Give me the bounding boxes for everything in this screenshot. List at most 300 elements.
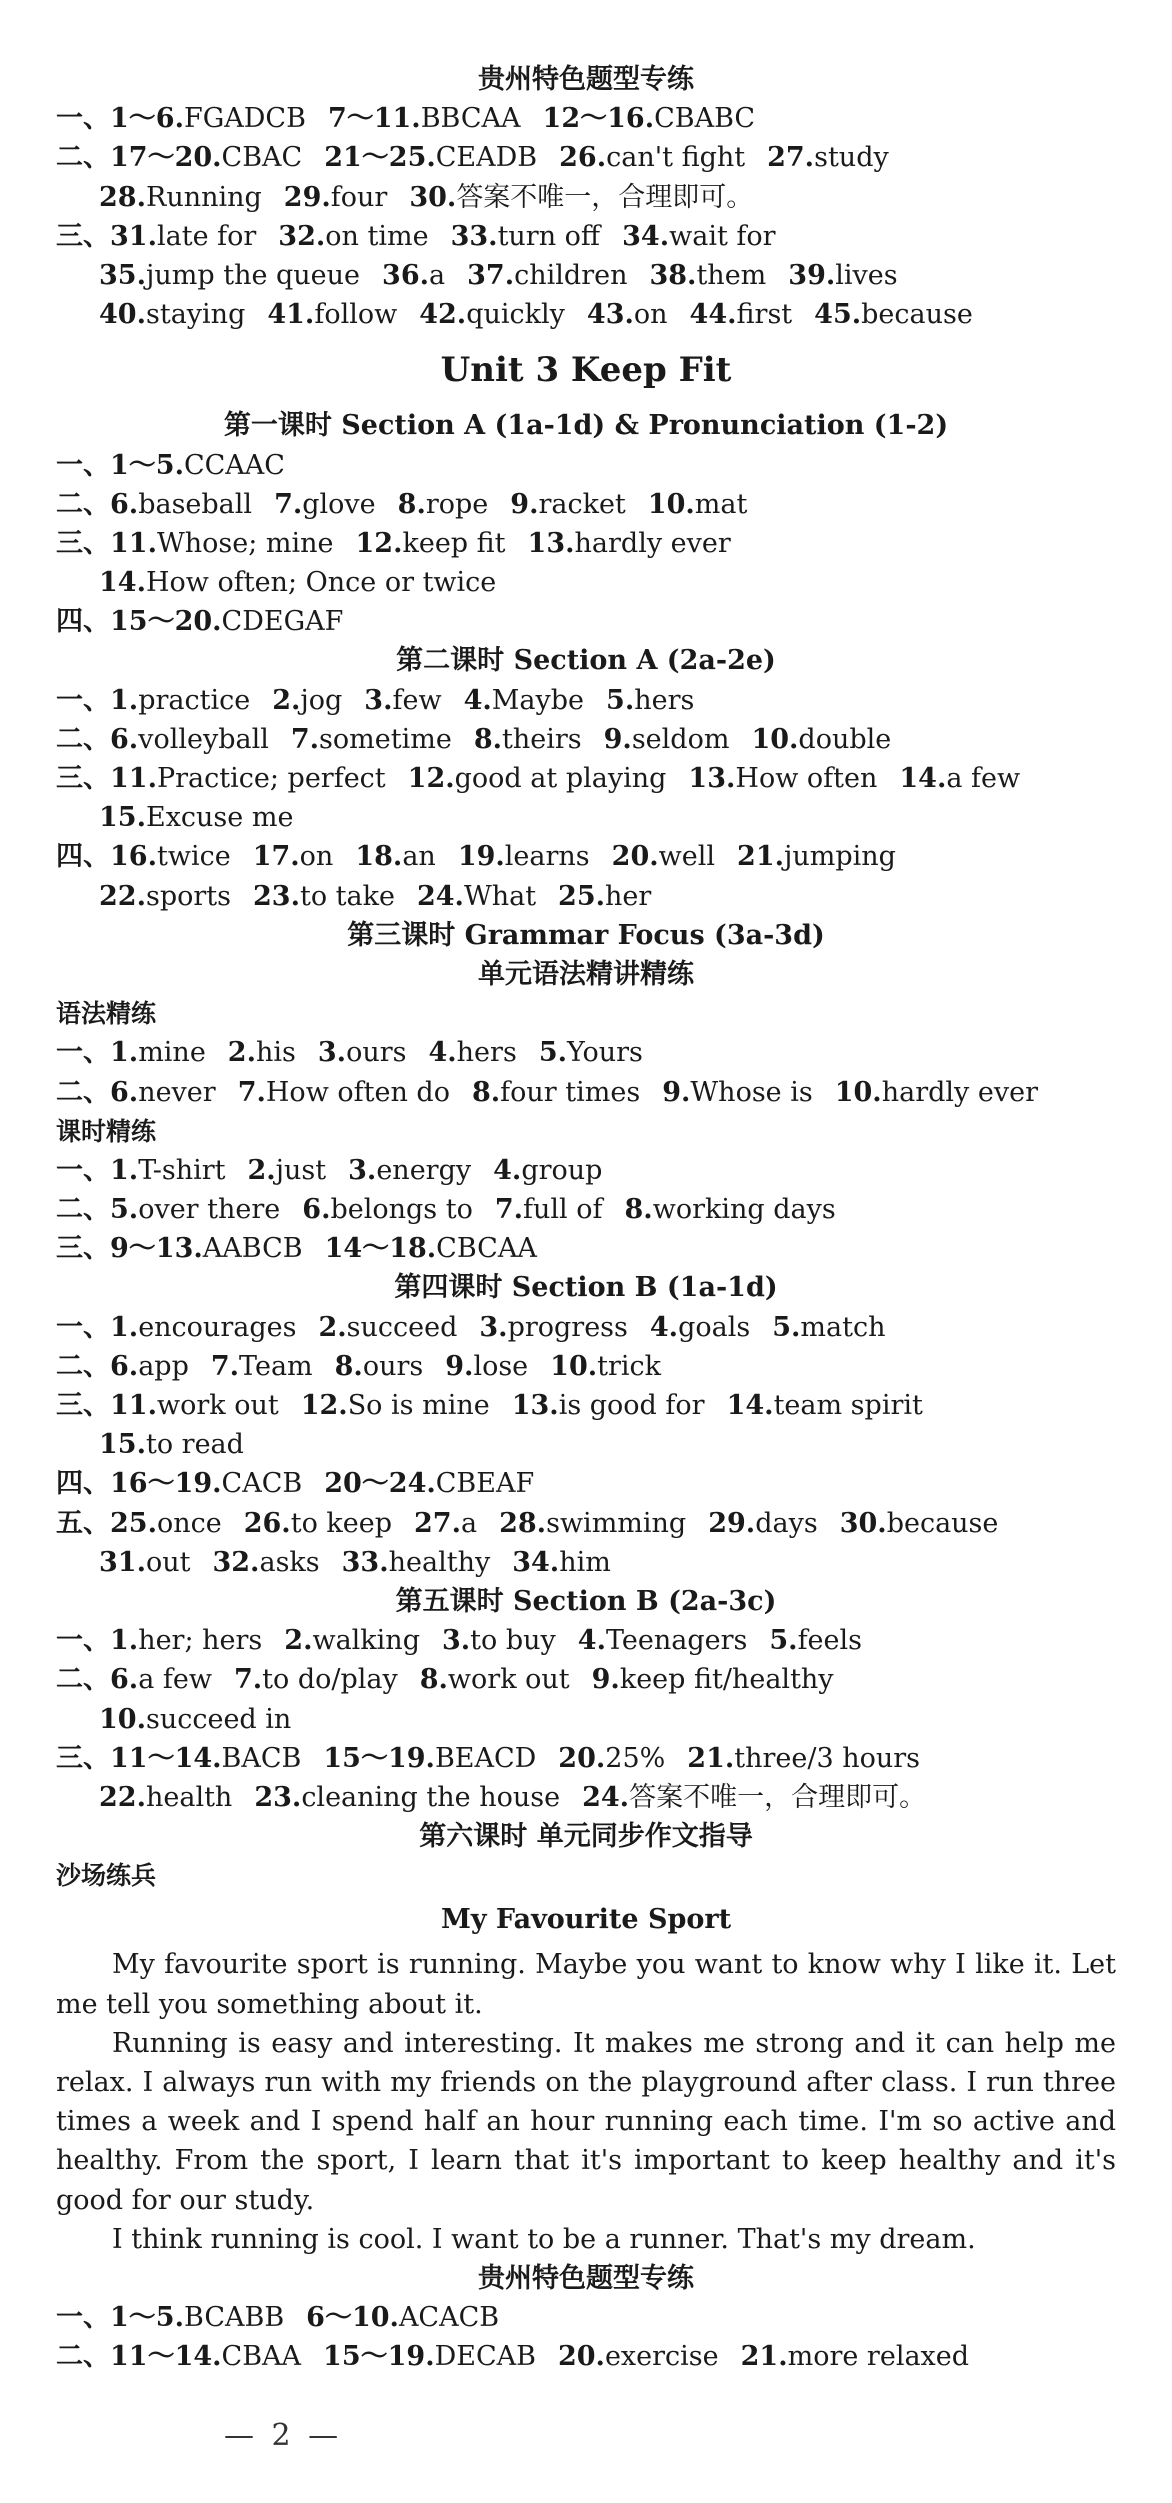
answer-text: practice (138, 684, 251, 716)
answer-text: mat (694, 488, 748, 520)
answer-line (0, 1229, 1172, 1268)
answer-text: match (800, 1311, 886, 1343)
answer-line (0, 1151, 1172, 1190)
answer-text: days (755, 1507, 818, 1539)
question-number: 4. (649, 1311, 679, 1343)
subsection-label: 课时精练 (56, 1116, 157, 1146)
answer-item (606, 685, 694, 716)
answer-item (323, 2341, 536, 2372)
question-number: 24. (582, 1781, 630, 1813)
answer-item (474, 724, 582, 755)
question-number: 12. (407, 763, 455, 794)
answer-item (342, 1547, 491, 1578)
answer-line (0, 2298, 1172, 2337)
question-number: 20～24. (324, 1468, 436, 1500)
answer-text: T-shirt (138, 1154, 226, 1186)
answer-text: How often (735, 763, 878, 794)
essay-title: My Favourite Sport (440, 1904, 732, 1936)
question-number: 2. (227, 1037, 256, 1069)
answer-item (234, 1664, 398, 1695)
answer-item (528, 528, 731, 559)
answer-text: first (736, 299, 793, 331)
answer-text: CBAC (221, 142, 303, 174)
answer-text: trick (597, 1350, 662, 1382)
answer-item (244, 1508, 392, 1539)
answer-item (814, 299, 973, 330)
answer-line (0, 99, 1172, 138)
question-number: 23. (254, 1781, 302, 1813)
answer-item (56, 1625, 262, 1656)
answer-text: can't fight (606, 142, 746, 174)
answer-text: never (138, 1076, 216, 1108)
answer-item (56, 450, 285, 481)
answer-item (56, 2341, 301, 2372)
question-number: 36. (382, 259, 430, 291)
answer-item (417, 881, 536, 912)
answer-item (472, 1077, 640, 1108)
question-number: 5. (772, 1311, 801, 1343)
answer-line (0, 2337, 1172, 2376)
answer-item (467, 260, 627, 291)
answer-item (56, 221, 256, 252)
answer-item (687, 1743, 920, 1774)
answer-text: ours (346, 1037, 407, 1069)
question-number: 34. (622, 220, 670, 252)
answer-text: Whose is (690, 1076, 813, 1108)
answer-line (0, 602, 1172, 641)
question-number: 13. (511, 1390, 559, 1421)
answer-item (56, 489, 252, 520)
answer-line (0, 681, 1172, 720)
answer-item (274, 489, 376, 520)
answer-item (324, 1468, 534, 1499)
answer-text: them (696, 259, 767, 291)
answer-item (414, 1508, 477, 1539)
question-number: 二、6. (56, 1664, 139, 1696)
question-number: 4. (577, 1625, 606, 1657)
answer-text: hardly ever (881, 1076, 1038, 1108)
question-number: 二、6. (56, 488, 139, 520)
answer-text: to read (145, 1429, 244, 1461)
answer-item (348, 1155, 471, 1186)
answer-text: Practice; perfect (156, 763, 386, 794)
question-number: 22. (99, 1781, 146, 1813)
question-number: 三、11. (56, 527, 157, 559)
answer-item (324, 142, 537, 173)
question-number: 二、17～20. (56, 142, 222, 174)
answer-text: full of (523, 1194, 603, 1226)
section-heading: 第二课时 Section A (2a-2e) (396, 645, 776, 677)
question-number: 3. (479, 1311, 508, 1343)
question-number: 4. (463, 684, 492, 716)
answer-item (539, 1037, 643, 1068)
answer-text: mine (138, 1037, 206, 1069)
question-number: 3. (348, 1154, 377, 1186)
answer-text: a (429, 259, 446, 291)
answer-item (751, 724, 891, 755)
question-number: 3. (441, 1625, 471, 1657)
answer-item (56, 763, 386, 794)
question-number: 15. (99, 802, 146, 834)
answer-item (267, 299, 397, 330)
answer-item (301, 1390, 490, 1421)
question-number: 7. (233, 1664, 263, 1696)
question-number: 37. (467, 259, 515, 291)
answer-item (445, 1351, 528, 1382)
question-number: 7. (274, 488, 303, 520)
answer-line (0, 1308, 1172, 1347)
answer-item (495, 1194, 603, 1225)
answer-line (0, 295, 1172, 334)
answer-item (212, 1547, 319, 1578)
section-heading: 第一课时 Section A (1a-1d) & Pronunciation (1-2) (223, 410, 949, 442)
answer-item (769, 1625, 862, 1656)
answer-item (428, 1037, 516, 1068)
answer-item (99, 1429, 244, 1460)
question-number: 三、31. (56, 220, 157, 252)
answer-line (0, 446, 1172, 485)
question-number: 9. (591, 1664, 620, 1696)
question-number: 19. (457, 841, 505, 873)
answer-item (56, 1233, 303, 1264)
answer-text: How often; Once or twice (145, 567, 497, 599)
answer-text: swimming (546, 1507, 687, 1539)
question-number: 三、11～14. (56, 1742, 222, 1774)
answer-text: keep fit/healthy (619, 1664, 834, 1696)
answer-text: more relaxed (787, 2341, 970, 2373)
question-number: 15. (99, 1429, 146, 1461)
answer-line (0, 217, 1172, 256)
answer-item (604, 724, 730, 755)
question-number: 14. (899, 763, 947, 794)
answer-text: glove (302, 488, 376, 520)
answer-text: theirs (502, 723, 582, 755)
question-number: 7. (290, 723, 320, 755)
answer-text: CBABC (654, 103, 756, 135)
answer-item (302, 1194, 473, 1225)
answer-text: quickly (466, 299, 565, 331)
answer-item (512, 1547, 611, 1578)
question-number: 20. (557, 2341, 605, 2373)
answer-item (648, 489, 748, 520)
answer-text: healthy (388, 1546, 491, 1578)
question-number: 3. (364, 684, 393, 716)
answer-item (56, 1664, 212, 1695)
answer-line (0, 1386, 1172, 1425)
question-number: 5. (538, 1037, 567, 1069)
answer-item (247, 1155, 326, 1186)
answer-text: to keep (290, 1507, 393, 1539)
question-number: 三、9～13. (56, 1233, 203, 1265)
question-number: 8. (473, 723, 502, 755)
answer-text: volleyball (138, 723, 269, 755)
question-number: 20. (611, 841, 659, 873)
answer-text: BEACD (434, 1742, 537, 1774)
question-number: 18. (355, 841, 403, 873)
answer-text: hers (456, 1037, 517, 1069)
answer-item (99, 299, 245, 330)
question-number: 27. (414, 1507, 461, 1539)
answer-line (0, 1190, 1172, 1229)
answer-item (741, 2341, 969, 2372)
answer-text: health (145, 1781, 233, 1813)
question-number: 14. (99, 567, 146, 599)
answer-text: cleaning the house (301, 1781, 561, 1813)
answer-item (56, 528, 334, 559)
answer-line (0, 256, 1172, 295)
answer-item (649, 260, 766, 291)
question-number: 二、6. (56, 1076, 139, 1108)
answer-item (587, 299, 668, 330)
question-number: 42. (419, 299, 467, 331)
question-number: 3. (317, 1037, 347, 1069)
question-number: 一、1～5. (56, 449, 184, 481)
question-number: 6. (302, 1194, 331, 1226)
answer-text: Running (145, 181, 262, 213)
question-number: 一、1～5. (56, 2302, 184, 2334)
answer-text: work out (156, 1390, 279, 1421)
section-heading: 第五课时 Section B (2a-3c) (395, 1585, 777, 1617)
answer-text: DECAB (434, 2341, 536, 2373)
answer-text: him (559, 1546, 611, 1578)
answer-item (99, 881, 231, 912)
question-number: 27. (767, 142, 815, 174)
answer-text: her (605, 880, 652, 912)
question-number: 21～25. (324, 142, 436, 174)
question-number: 二、6. (56, 1350, 139, 1382)
answer-text: 答案不唯一，合理即可。 (456, 181, 754, 213)
answer-line (0, 178, 1172, 217)
answer-item (688, 763, 877, 794)
answer-item (788, 260, 897, 291)
answer-item (737, 841, 896, 872)
answer-item (835, 1077, 1038, 1108)
question-number: 8. (471, 1076, 501, 1108)
answer-text: on (299, 841, 334, 873)
section-heading: 单元语法精讲精练 (478, 958, 694, 990)
answer-item (56, 1077, 216, 1108)
question-number: 26. (243, 1507, 291, 1539)
answer-item (772, 1312, 885, 1343)
answer-line (0, 1504, 1172, 1543)
answer-text: sports (145, 880, 231, 912)
subsection-label: 沙场练兵 (56, 1861, 157, 1891)
answer-item (99, 182, 262, 213)
answer-text: So is mine (347, 1390, 490, 1421)
question-number: 32. (212, 1546, 260, 1578)
answer-item (56, 841, 231, 872)
answer-text: CCAAC (183, 449, 285, 481)
question-number: 4. (428, 1037, 457, 1069)
answer-item (56, 1390, 279, 1421)
answer-text: Team (239, 1350, 313, 1382)
question-number: 45. (814, 299, 862, 331)
answer-text: baseball (138, 488, 253, 520)
answer-text: to do/play (262, 1664, 398, 1696)
question-number: 10. (751, 723, 799, 755)
question-number: 13. (527, 527, 575, 559)
answer-line (0, 1621, 1172, 1660)
question-number: 5. (606, 684, 635, 716)
answer-line (0, 1700, 1172, 1739)
question-number: 41. (267, 299, 315, 331)
answer-text: CBCAA (436, 1233, 537, 1265)
answer-item (253, 881, 395, 912)
question-number: 二、6. (56, 723, 139, 755)
answer-text: study (814, 142, 889, 174)
question-number: 39. (788, 259, 836, 291)
answer-text: racket (538, 488, 626, 520)
answer-text: four (330, 181, 388, 213)
question-number: 30. (409, 181, 457, 213)
answer-item (56, 1194, 280, 1225)
answer-item (56, 103, 306, 134)
answer-item (662, 1077, 813, 1108)
answer-line (0, 138, 1172, 177)
answer-item (840, 1508, 999, 1539)
answer-text: rope (425, 488, 489, 520)
question-number: 21. (687, 1742, 735, 1774)
answer-text: jump the queue (145, 259, 361, 291)
question-number: 2. (272, 684, 301, 716)
answer-item (512, 1390, 705, 1421)
answer-text: walking (312, 1625, 420, 1657)
answer-line (0, 485, 1172, 524)
answer-line (0, 1778, 1172, 1817)
answer-item (558, 1743, 665, 1774)
question-number: 9. (445, 1350, 474, 1382)
answer-item (56, 1312, 296, 1343)
answer-text: How often do (265, 1076, 450, 1108)
answer-item (99, 802, 293, 833)
answer-text: to take (299, 880, 395, 912)
answer-text: goals (678, 1311, 751, 1343)
question-number: 五、25. (56, 1507, 157, 1539)
question-number: 9. (510, 488, 539, 520)
question-number: 33. (450, 220, 498, 252)
answer-text: learns (504, 841, 590, 873)
answer-text: is good for (558, 1390, 705, 1421)
answer-text: 答案不唯一，合理即可。 (629, 1781, 927, 1813)
answer-item (318, 1037, 407, 1068)
question-number: 9. (603, 723, 632, 755)
answer-item (451, 221, 601, 252)
question-number: 一、1. (56, 1037, 139, 1069)
answer-item (56, 724, 269, 755)
answer-text: hers (634, 684, 695, 716)
answer-text: FGADCB (183, 103, 306, 135)
answer-item (328, 103, 521, 134)
answer-item (99, 260, 360, 291)
question-number: 10. (550, 1350, 598, 1382)
answer-item (382, 260, 445, 291)
question-number: 一、1～6. (56, 103, 184, 135)
answer-text: ACACB (398, 2302, 500, 2334)
answer-text: because (861, 299, 973, 331)
question-number: 12～16. (542, 103, 655, 135)
answer-text: an (402, 841, 436, 873)
answer-text: to buy (470, 1625, 556, 1657)
answer-text: children (514, 259, 628, 291)
answer-text: double (798, 723, 892, 755)
answer-line (0, 759, 1172, 798)
answer-line (0, 524, 1172, 563)
answer-text: good at playing (454, 763, 667, 794)
question-number: 23. (253, 880, 300, 912)
question-number: 25. (558, 880, 606, 912)
answer-item (56, 685, 250, 716)
essay-paragraph: Running is easy and interesting. It makes me strong and it can help me relax. I always run with my friends on the playground after class. I run three times a week and I spend half an hour running each time. I'm so active and healthy. From the sport, I learn that it's important to keep healthy and it's good for our study. (56, 2027, 1116, 2216)
answer-item (543, 103, 756, 134)
answer-item (559, 142, 745, 173)
answer-text: a (461, 1507, 478, 1539)
answer-item (278, 221, 428, 252)
answer-line (0, 1543, 1172, 1582)
answer-line (0, 1073, 1172, 1112)
question-number: 一、1. (56, 684, 139, 716)
answer-text: Maybe (491, 684, 585, 716)
answer-item (272, 685, 342, 716)
question-number: 5. (769, 1625, 798, 1657)
answer-item (325, 1233, 537, 1264)
answer-text: group (521, 1154, 603, 1186)
answer-line (0, 1464, 1172, 1503)
answer-item (284, 1625, 420, 1656)
answer-text: Whose; mine (156, 527, 334, 559)
question-number: 8. (397, 488, 426, 520)
answer-line (0, 1739, 1172, 1778)
answer-text: feels (797, 1625, 863, 1657)
section-heading: 贵州特色题型专练 (478, 64, 694, 95)
question-number: 二、5. (56, 1194, 139, 1226)
answer-item (493, 1155, 602, 1186)
question-number: 21. (740, 2341, 788, 2373)
answer-item (398, 489, 489, 520)
question-number: 四、16～19. (56, 1468, 222, 1500)
answer-text: asks (259, 1546, 320, 1578)
question-number: 9. (662, 1076, 691, 1108)
answer-text: succeed in (145, 1703, 292, 1735)
answer-text: few (392, 684, 442, 716)
answer-text: progress (507, 1311, 628, 1343)
answer-text: lose (473, 1350, 529, 1382)
answer-line (0, 1425, 1172, 1464)
answer-text: over there (138, 1194, 281, 1226)
question-number: 8. (334, 1350, 363, 1382)
answer-line (0, 837, 1172, 876)
answer-text: exercise (604, 2341, 719, 2373)
answer-item (899, 763, 1020, 794)
answer-text: staying (145, 299, 246, 331)
answer-item (56, 1508, 222, 1539)
answer-text: 25% (605, 1742, 666, 1774)
answer-item (582, 1782, 926, 1813)
question-number: 34. (512, 1546, 560, 1578)
answer-text: belongs to (330, 1194, 473, 1226)
question-number: 31. (99, 1546, 146, 1578)
question-number: 一、1. (56, 1154, 139, 1186)
answer-text: CBAA (221, 2341, 302, 2373)
answer-text: jumping (784, 841, 896, 873)
answer-item (464, 685, 584, 716)
question-number: 7. (210, 1350, 240, 1382)
answer-text: sometime (319, 723, 452, 755)
page-number: — 2 — (224, 2418, 343, 2453)
question-number: 7. (494, 1194, 524, 1226)
answer-text: team spirit (773, 1390, 923, 1421)
answer-item (622, 221, 775, 252)
answer-item (727, 1390, 923, 1421)
